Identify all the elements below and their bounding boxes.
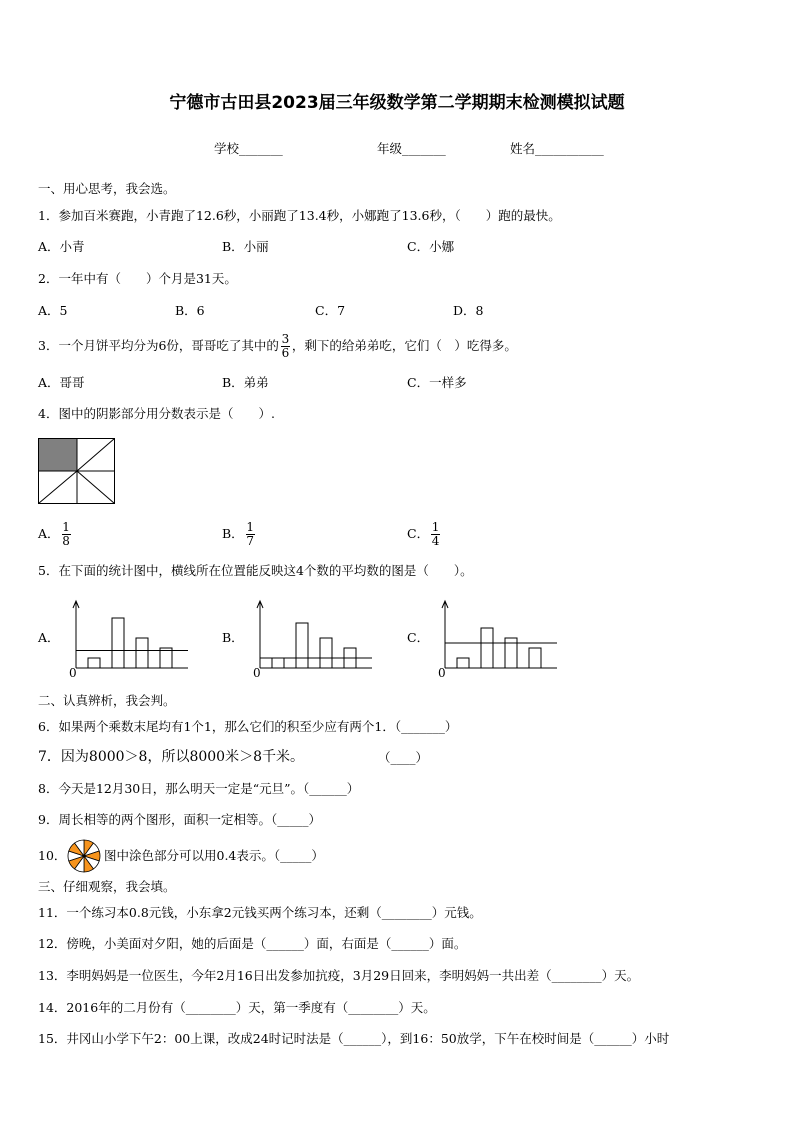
question-14: 14．2016年的二月份有（________）天，第一季度有（________）天。: [38, 1000, 436, 1015]
bar: [136, 638, 148, 668]
bar: [112, 618, 124, 668]
q4-option-c-label: C．: [407, 526, 430, 541]
q4-a-numerator: 1: [62, 519, 70, 534]
q5-option-b: B．: [222, 630, 244, 645]
origin-label: 0: [253, 666, 261, 680]
bar: [320, 638, 332, 668]
section-heading-3: 三、仔细观察，我会填。: [38, 879, 176, 894]
question-2-stem: 2．一年中有（ ）个月是31天。: [38, 271, 237, 286]
q1-option-c: C．小娜: [407, 239, 455, 254]
q3-fraction-denominator: 6: [281, 345, 290, 360]
q5-chart-a: [64, 600, 194, 678]
question-10-number: 10．: [38, 848, 67, 863]
question-1-stem: 1．参加百米赛跑，小青跑了12.6秒，小丽跑了13.4秒，小娜跑了13.6秒，（ ）跑的最快。: [38, 208, 561, 223]
q1-option-a: A．小青: [38, 239, 85, 254]
question-12: 12．傍晚，小美面对夕阳，她的后面是（______）面，右面是（______）面。: [38, 936, 467, 951]
question-10-stem: 图中涂色部分可以用0.4表示。（_____）: [104, 848, 324, 863]
bar: [481, 628, 493, 668]
q5-option-a: A．: [38, 630, 60, 645]
question-5-stem: 5．在下面的统计图中，横线所在位置能反映这4个数的平均数的图是（ ）。: [38, 563, 473, 578]
q10-pie-figure: [66, 838, 102, 874]
q4-option-a: [38, 515, 73, 553]
question-9: 9．周长相等的两个图形，面积一定相等。（_____）: [38, 812, 321, 827]
question-15: 15．井冈山小学下午2：00上课，改成24时记时法是（______），到16：50放学，下午在校时间是（______）小时: [38, 1031, 670, 1046]
q1-option-b: B．小丽: [222, 239, 269, 254]
origin-label: 0: [69, 666, 77, 680]
q4-shaded-square-figure: [38, 438, 116, 504]
q4-b-denominator: 7: [246, 533, 254, 548]
bar: [296, 623, 308, 668]
q3-option-a: A．哥哥: [38, 375, 85, 390]
q4-option-b: [222, 515, 257, 553]
question-13: 13．李明妈妈是一位医生，今年2月16日出发参加抗疫，3月29日回来，李明妈妈一共出差（________）天。: [38, 968, 640, 983]
q4-b-numerator: 1: [246, 519, 254, 534]
q3-stem-after: ，剩下的给弟弟吃，它们（ ）吃得多。: [291, 338, 517, 353]
q5-chart-c: [433, 600, 563, 678]
question-8: 8．今天是12月30日，那么明天一定是“元旦”。（______）: [38, 781, 360, 796]
q4-a-denominator: 8: [62, 533, 70, 548]
q5-chart-b: [248, 600, 378, 678]
q4-option-a-label: A．: [38, 526, 60, 541]
q4-option-a-fraction: [62, 521, 71, 548]
question-6: 6．如果两个乘数末尾均有1个1，那么它们的积至少应有两个1．（_______）: [38, 719, 458, 734]
q3-fraction: [281, 333, 290, 360]
question-4-stem: 4．图中的阴影部分用分数表示是（ ）.: [38, 406, 275, 421]
origin-label: 0: [438, 666, 446, 680]
q2-option-a: A．5: [38, 303, 68, 318]
question-11: 11．一个练习本0.8元钱，小东拿2元钱买两个练习本，还剩（________）元钱。: [38, 905, 482, 920]
section-heading-2: 二、认真辨析，我会判。: [38, 693, 176, 708]
q4-c-denominator: 4: [431, 533, 440, 548]
bar: [272, 658, 284, 668]
q4-option-b-fraction: [246, 521, 255, 548]
q2-option-d: D．8: [453, 303, 484, 318]
q2-option-b: B．6: [175, 303, 205, 318]
q2-option-c: C．7: [315, 303, 346, 318]
bar: [529, 648, 541, 668]
page-title: 宁德市古田县2023届三年级数学第二学期期末检测模拟试题: [169, 93, 625, 113]
bar: [88, 658, 100, 668]
q4-c-numerator: 1: [431, 519, 440, 534]
question-3-stem: [38, 331, 517, 361]
grade-field: 年级_______: [377, 141, 446, 156]
q4-option-b-label: B．: [222, 526, 244, 541]
q4-shaded-part: [39, 439, 77, 471]
bar: [457, 658, 469, 668]
q4-option-c: [407, 515, 442, 553]
q3-option-c: C．一样多: [407, 375, 467, 390]
q5-option-c: C．: [407, 630, 430, 645]
q3-option-b: B．弟弟: [222, 375, 269, 390]
q3-fraction-numerator: 3: [281, 331, 290, 346]
name-field: 姓名___________: [510, 141, 604, 156]
section-heading-1: 一、用心思考，我会选。: [38, 181, 176, 196]
q4-option-c-fraction: [431, 521, 440, 548]
question-7-blank: （____）: [378, 750, 429, 765]
school-field: 学校_______: [214, 141, 283, 156]
q3-stem-before: 3．一个月饼平均分为6份，哥哥吃了其中的: [38, 338, 279, 353]
question-7-stem: 7．因为8000＞8，所以8000米＞8千米。: [38, 749, 304, 765]
